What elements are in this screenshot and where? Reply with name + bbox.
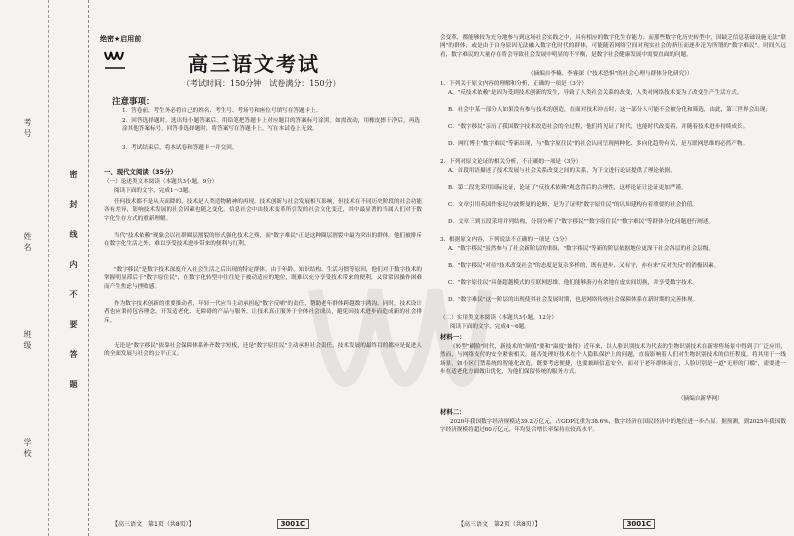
question-stem: 1．下列关于原文内容的理解和分析，正确的一项是（3分） (440, 81, 587, 87)
section-intro: 阅读下面的文字，完成1～3题。 (114, 188, 194, 194)
question-stem: 3．根据原文内容，下列说法不正确的一项是（3分） (440, 237, 571, 243)
notice-item: 1．答卷前，考生务必将自己的姓名、考生号、考场号和座位号填写在答题卡上。 (122, 108, 322, 114)
question-option: D．网红博主"数字难民"等新出现，与"数字原住民"的社会认同呈现两种化、多向化趋势有关，是互联网思维的必然产物。 (448, 141, 749, 147)
article-paragraph: 作为数字技术创新的重要推动者，年轻一代应当主动承担起"数字反哺"的责任，帮助老年群体跨越数字鸿沟。同时，技术设计者也应秉持包容理念，开发适老化、无障碍的产品与服务，让技术真正服务于全体社会成员，避免因技术进步而造成新的社会排斥。 (104, 301, 422, 324)
page-footer-right (458, 519, 655, 528)
question-option: A．首段用语描述了技术发展与社会关系改变之间的关系，为下文进行论证提供了理论依据。 (448, 168, 676, 174)
page-title: 高三语文考试 (188, 52, 320, 76)
question-option: C．"数字原住民"具备超越模式的互联网思维，他们能够游刃有余地在虚实间切换，并享受数字技术。 (448, 280, 698, 286)
section-intro: 阅读下面的文字，完成4～6题。 (450, 324, 530, 330)
notice-item: 3．考试结束后，将本试卷和答题卡一并交回。 (122, 145, 238, 151)
question-option: A．"反技术依赖"是因为受到技术创新的发生，导致了人类社会关系的改变，人类对网络技术变为了改变生产生活方式。 (448, 90, 743, 96)
watermark-icon (295, 250, 495, 510)
footer-label: 【高三语文 第1页（共8页）】 (112, 521, 195, 528)
article-paragraph: 无论是"数字移民"依靠社会保障体系补齐数字短板，还是"数字原住民"主动承担社会责任，技术发展的最终目的都应是促进人的全面发展与社会的公平正义。 (104, 343, 422, 358)
question-stem: 2．下列对原文论证的相关分析，不正确的一项是（3分） (440, 159, 582, 165)
notice-item: 2．回答选择题时，选出每小题答案后，用铅笔把答题卡上对应题目的答案标号涂黑。如需改动，用橡皮擦干净后，再选涂其他答案标号。回答非选择题时，将答案写在答题卡上。写在本试卷上无效。 (122, 118, 420, 133)
section-heading: 一、现代文阅读（35分） (104, 168, 177, 176)
question-option: B．社会中某一部分人如果没有参与技术的创造，在面对技术冲击时，这一部分人可能不会被分化和筛选，由此，第三世界会出现。 (448, 107, 771, 113)
secret-tag: 绝密★启用前 (100, 35, 142, 43)
binding-kaohao: 考号 (23, 118, 32, 140)
page-subtitle: （考试时间：150分钟 试卷满分：150分） (182, 79, 341, 88)
question-option: A．"数字移民"虽然参与了社会新阶层的重组，"数字移民"等新的阶层依据地位更深于社会各层的社会层级。 (448, 246, 715, 252)
seal-line-text: 密封线内不要答题 (69, 170, 78, 410)
page-footer-left (112, 519, 309, 528)
article-paragraph: 当代"技术依赖"现象会以社群圈层割裂的形式强化技术之殇，而"数字难民"正是这种圈层割裂中最为突出的群体。他们被排斥在数字化生活之外，难以享受技术进步带来的便利与红利。 (104, 233, 422, 248)
article-paragraph: 会变革，都能够较为充分地参与到这场社会实践之中，具有相应的数字化生存能力；而那些数字化历史转型中，因缺乏信息基础设施无法"联网"的群体，或是由于自身原因无法融入数字化时代的群体，可能随着网络空间对现实社会的挤压而逐步沦为所谓的"数字难民"。时间久远看，数字难民的大量存在将会导致社会发展中明显的不平衡，是数字社会健康发展中需要直面的问题。 (440, 35, 786, 58)
material-text: 2020年我国数字经济规模达39.2万亿元，占GDP比重为38.6%，数字经济在国民经济中的地位进一步凸显。据预测，到2025年我国数字经济规模将超过60万亿元，年均复合增长率保持在较高水平。 (440, 419, 786, 434)
article-paragraph: "数字移民"是数字技术深度介入社会生活之后出现的特定群体。由于年龄、知识结构、生活习惯等原因，他们对于数字技术的掌握明显滞后于"数字原住民"，在数字化转型中往往处于被动适应的地位，既难以充分享受技术带来的便利，又常常因操作困难而产生焦虑与挫败感。 (104, 267, 422, 290)
question-option: D．文章三到五段采用并列结构，分别分析了"数字移民""数字原住民""数字难民"等群体分化问题进行阐述。 (448, 219, 715, 225)
paper-code: 3001C (623, 519, 656, 529)
paper-code: 3001C (277, 519, 310, 529)
question-option: B．第二段先采用国际论证，论证了"反技术依赖"观念背后的合理性，这样论证让论证更加严谨。 (448, 185, 687, 191)
exam-logo-icon (102, 46, 128, 72)
material-text: 《转型"刷脸"时代，新技术的"颜值"要和"温度"兼得》近年来，以人脸识别技术为代表的生物识别技术在新零售场景中得到了广泛应用，然而，与网络支付的安全紧密相关，能否处理好技术在个人隐私保护上的问题，直接影响着人们对生物识别技术的信任程度。将其用于一线场景，如小区门禁系统的智能化改造，既要考虑便捷，也要兼顾信息安全，而对于老年群体而言，人脸识别是一道"无形的门槛"，需要进一步在适老化方面做出优化，为他们保留传统的服务方式。 (440, 344, 786, 376)
material-heading: 材料一： (440, 333, 466, 341)
question-option: B．"数字移民"对待"技术改变社会"的态度是复杂多样的，既有进步，又有守，亦有来"反对失反"的消极因素。 (448, 263, 720, 269)
notice-heading: 注意事项： (112, 97, 155, 107)
seal-line (48, 0, 49, 536)
section-subheading: （一）论述类文本阅读（本题共3小题，9分） (104, 179, 218, 185)
question-option: D．"数字难民"这一阶层的出现使其社会发展时期，也是网络传统社会保障体系在新时期的完善体现。 (448, 297, 699, 303)
article-paragraph: 任何技术都不是从天而降的，技术是人类造物精神的再现。技术创新与社会发展相互影响，但技术在不同历史阶段的社会功能各有差异，影响技术发展的社会因素也随之变化。信息社会中由技术变革所引发的社会文化变迁，其中最显著的当属人们对于数字化生存方式的重新理解。 (104, 199, 422, 222)
section-subheading: （二）实用类文本阅读（本题共3小题，12分） (440, 315, 557, 321)
binding-xingming: 姓名 (23, 232, 32, 254)
material-heading: 材料二： (440, 408, 466, 416)
article-source: （摘编自李楠、李睿深《"技术恐惧"的社会心理与群体分化研究》） (528, 71, 693, 77)
question-option: C．文章引用英国作家尼尔波斯曼的论断，是为了证明"数字原住民"的认知建构有着重要的社会价值。 (448, 202, 698, 208)
binding-strip (0, 0, 89, 536)
material-source: （摘编自新华网） (678, 396, 723, 402)
binding-xuexiao: 学校 (23, 438, 32, 460)
binding-banji: 班级 (23, 330, 32, 352)
footer-label: 【高三语文 第2页（共8页）】 (458, 521, 541, 528)
question-option: C．"数字移民"亲历了我国数字技术改造社会的全过程，他们将见证了时代，也能时代改变着，并随着技术进步持续成长。 (448, 124, 749, 130)
